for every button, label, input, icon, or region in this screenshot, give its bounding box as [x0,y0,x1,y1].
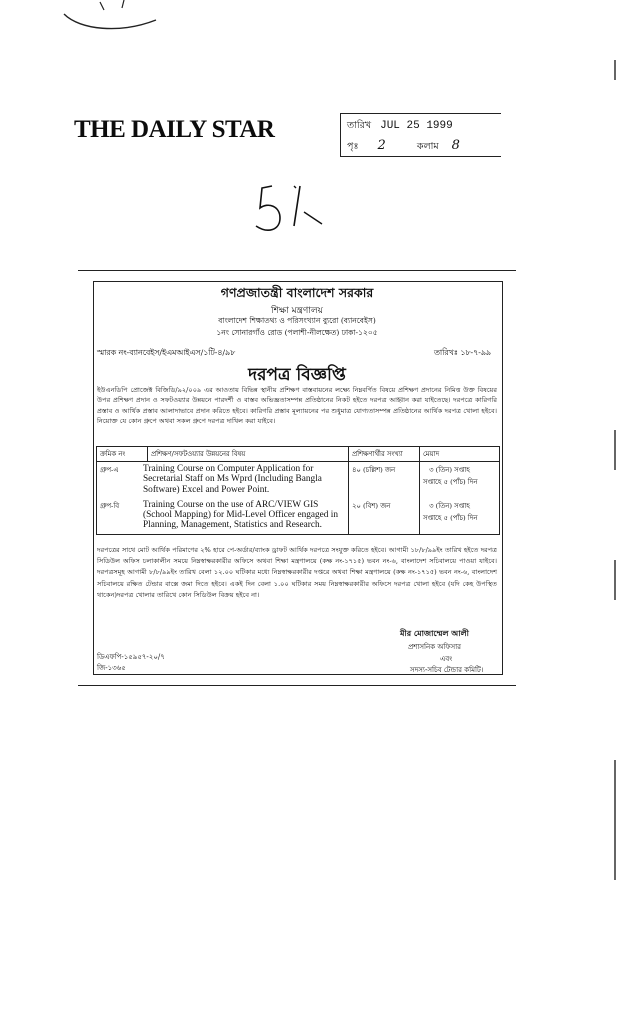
stamp-page-line [347,138,460,155]
stamp-page-value: 2 [377,138,386,153]
memo-number: স্মারক নং-ব্যানবেইস/ইএমআইএস/১টি-৪/৯৮ [97,348,236,357]
clipping-stamp [340,113,501,157]
col-serial: ক্রমিক নং [97,447,148,462]
training-table [96,446,500,535]
signatory-name: মীর মোজাম্মেল আলী [400,628,469,638]
row-a-duration-days: সপ্তাহে ৫ (পাঁচ) দিন [423,478,478,486]
notice-address: ১নং সোনারগাঁও রোড (পলাশী-নীলক্ষেত) ঢাকা-১২০৫ [216,328,378,337]
col-duration: মেয়াদ [420,447,500,462]
stamp-page-label: পৃঃ [347,141,359,152]
row-a-duration [420,462,500,498]
table-header-row [97,447,500,462]
row-b-group: গ্রুপ-বি [100,501,120,510]
row-b-subject-cell [97,498,349,534]
memo-date: তারিখঃ ১৮-৭-৯৯ [434,348,491,357]
col-participants: প্রশিক্ষণার্থীর সংখ্যা [349,447,420,462]
row-b-duration [420,498,500,534]
stamp-column-value: 8 [451,138,460,153]
dfp-reference: ডিএফপি-১৫৯৫৭-২০/৭ [97,653,165,661]
signatory-title: প্রশাসনিক অফিসার [408,643,462,651]
row-b-duration-weeks: ৩ (তিন) সপ্তাহ [429,501,470,510]
notice-instructions: দরপত্রের সাথে মোট আর্থিক পরিমাণের ২% হারে পে-অর্ডার/ব্যাংক ড্রাফট আর্থিক দরপত্রে সংযুক্ত করিতে হইবে। আগামী ১৮/৮/৯৯ইং তারিখ হইতে দরপত্র সিডিউল অফিস চলাকালীন সময়ে নিম্নস্বাক্ষরকারীর অফিসে অথবা শিক্ষা মন্ত্রণালয়ে (কক্ষ নং-১৭১৫) ভবন নং-৬, বাংলাদেশ সচিবালয়ে পাওয়া যাইবে। দরপত্রসমূহ আগামী ৮/৮/৯৯ইং তারিখ বেলা ১২.০০ ঘটিকার মধ্যে নিম্নস্বাক্ষরকারীর দপ্তরে অথবা শিক্ষা মন্ত্রণালয়ে (কক্ষ নং-১৭১৫) ভবন নং-৬, বাংলাদেশ সচিবালয়ে রক্ষিত টেন্ডার বাক্সে জমা দিতে হইবে। একই দিন বেলা ১.০০ ঘটিকার সময় নিম্নস্বাক্ষরকারীর অফিসে দরপত্র খোলা হইবে (যদি কেহ উপস্থিত থাকেন)দরপত্র খোলার তারিখে কোন সিডিউল বিক্রয় হইবে না। [97,546,497,599]
col-subject: প্রশিক্ষণ/সফটওয়্যার উন্নয়নের বিষয় [148,447,349,462]
edge-scribble [60,0,180,40]
signatory-and: এবং [440,655,453,663]
notice-bureau: বাংলাদেশ শিক্ষাতথ্য ও পরিসংখ্যান ব্যুরো (ব্যানবেইস) [218,316,376,325]
row-a-subject: Training Course on Computer Application for Secretarial Staff on Ms Wprd (Including Bangla Software) Excel and Power Point. [143,464,322,495]
row-b-duration-days: সপ্তাহে ৫ (পাঁচ) দিন [423,513,478,522]
notice-ministry: শিক্ষা মন্ত্রণালয় [271,306,323,316]
g-reference: জি-১৩৬৫ [97,664,126,672]
row-b-participants: ২০ (বিশ) জন [349,498,420,534]
row-a-subject-cell [97,462,349,498]
stamp-date-label: তারিখ [347,120,372,131]
newspaper-masthead: THE DAILY STAR [74,116,275,143]
table-row [97,498,500,534]
row-a-participants: ৪০ (চল্লিশ) জন [349,462,420,498]
row-a-duration-weeks: ৩ (তিন) সপ্তাহ [429,466,470,474]
stamp-date-value: JUL 25 1999 [380,120,453,132]
stamp-date-line [347,119,453,134]
notice-government: গণপ্রজাতন্ত্রী বাংলাদেশ সরকার [220,285,374,300]
page-edge-marks [612,0,618,1024]
handwritten-number [250,182,330,242]
notice-title: দরপত্র বিজ্ঞপ্তি [248,365,346,385]
stamp-column-label: কলাম [416,141,439,152]
table-row [97,462,500,498]
row-a-group: গ্রুপ-এ [100,466,119,474]
notice-intro: ইউএনডিপি প্রোজেক্ট বিজিডি/৯২/০০৯ এর আওতায় বিভিন্ন স্থানীয় প্রশিক্ষণ বাস্তবায়নের লক্ষ্যে নিম্নবর্ণিত বিষয়ে প্রশিক্ষণ প্রদানের নিমিত্ত উক্ত বিষয়ের উপর প্রশিক্ষণ প্রদান ও সফটওয়্যার উন্নয়নে পারদর্শী ও বাস্তব অভিজ্ঞতাসম্পন্ন প্রতিষ্ঠানের নিকট হইতে দরপত্র আহ্বান করা যাইতেছে। দরপত্রে কারিগরি প্রস্তাব ও আর্থিক প্রস্তাব আলাদাভাবে প্রদান করিতে হইবে। কারিগরি প্রস্তাব মূল্যায়নের পর শুধুমাত্র যোগ্যতাসম্পন্ন প্রতিষ্ঠানের আর্থিক দরপত্র খোলা হইবে। নিয়োক্ত যে কোন গ্রুপে অথবা সকল গ্রুপে দরপত্র দাখিল করা যাইবে। [97,386,497,426]
row-b-subject: Training Course on the use of ARC/VIEW GIS (School Mapping) for Mid-Level Officer engaged in Planning, Management, Statistics and Research. [143,499,339,531]
signatory-role: সদস্য-সচিব টেন্ডার কমিটি। [410,666,484,674]
